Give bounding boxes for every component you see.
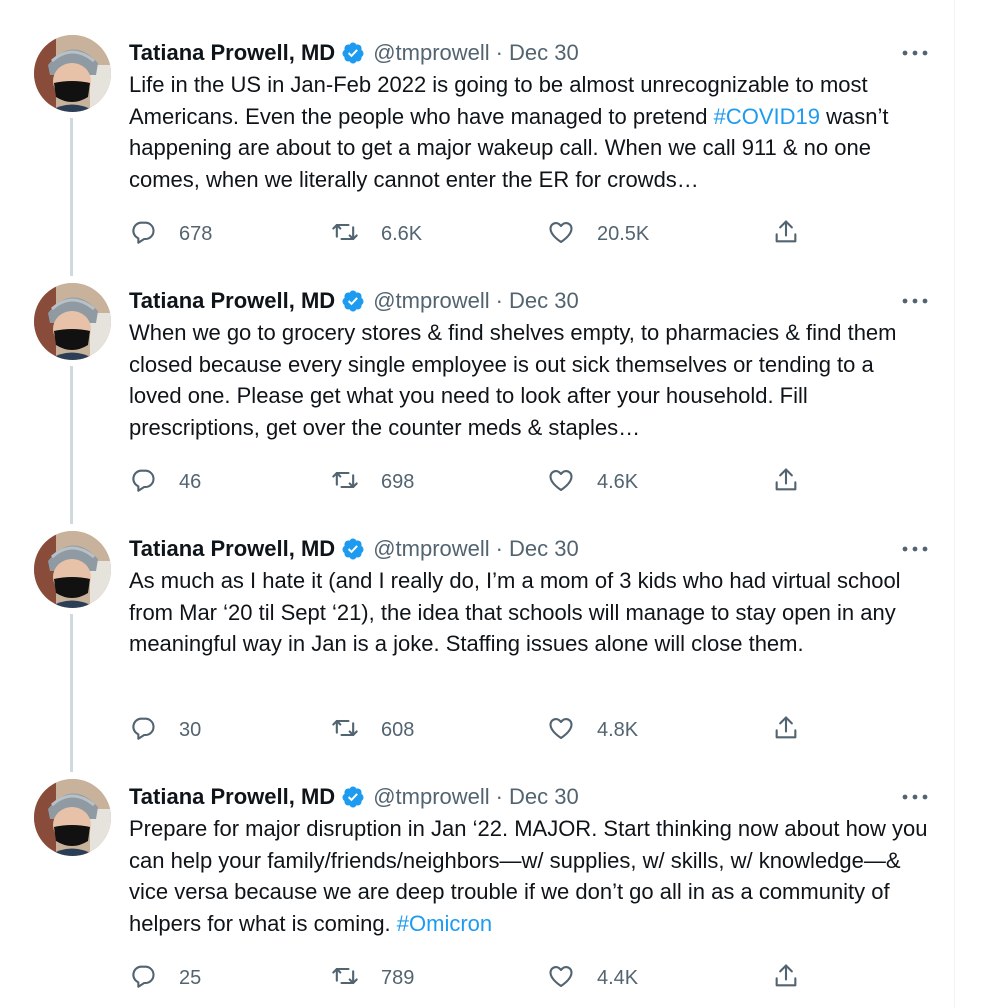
tweet-text-segment: Life in the US in Jan-Feb 2022 is going to be almost unrecognizable to most Americans. Even the people who have managed to pretend <box>129 72 868 129</box>
timeline-right-border <box>954 0 955 1008</box>
author-name[interactable]: Tatiana Prowell, MD <box>129 288 336 313</box>
verified-badge-icon <box>341 41 365 65</box>
tweet[interactable] <box>0 744 954 992</box>
separator-dot: · <box>495 784 503 809</box>
tweet[interactable] <box>0 0 954 248</box>
reply-bubble-icon <box>129 714 157 747</box>
reply-count: 678 <box>179 222 213 245</box>
tweet-text <box>129 317 929 443</box>
tweet-text-segment: Prepare for major disruption in Jan ‘22. MAJOR. Start thinking now about how you can help your family/friends/neighbors—w/ supplies, w/ skills, w/ knowledge—& vice versa because we are deep trouble if we don’t go all in as a community of helpers for what is coming. <box>129 816 928 936</box>
tweet[interactable] <box>0 496 954 744</box>
tweet-text-segment: As much as I hate it (and I really do, I’m a mom of 3 kids who had virtual school from Mar ‘20 til Sept ‘21), the idea that schools will manage to stay open in any meaningful way in Jan is a joke. Staffing issues alone will close them. <box>129 568 901 656</box>
tweet-text-segment: When we go to grocery stores & find shelves empty, to pharmacies & find them closed because every single employee is out sick themselves or tending to a loved one. Please get what you need to look after your household. Fill prescriptions, get over the counter meds & staples… <box>129 320 897 440</box>
tweet-text-segment: wasn’t happening are about to get a major wakeup call. When we call 911 & no one comes, when we literally cannot enter the ER for crowds… <box>129 103 889 192</box>
author-handle[interactable]: @tmprowell <box>373 784 490 809</box>
like-count: 4.6K <box>597 470 639 493</box>
reply-count: 46 <box>179 470 202 493</box>
tweet-header <box>129 285 579 317</box>
like-count: 4.4K <box>597 966 639 989</box>
retweet-button[interactable] <box>331 958 414 998</box>
reply-bubble-icon <box>129 466 157 499</box>
reply-bubble-icon <box>129 218 157 251</box>
reply-button[interactable] <box>129 958 201 998</box>
reply-count: 25 <box>179 966 202 989</box>
tweet-header <box>129 533 579 565</box>
like-count: 4.8K <box>597 718 639 741</box>
reply-count: 30 <box>179 718 202 741</box>
hashtag-link[interactable]: #COVID19 <box>713 103 820 129</box>
hashtag-link[interactable]: #Omicron <box>396 910 493 936</box>
like-button[interactable] <box>547 958 638 998</box>
tweet-date[interactable]: Dec 30 <box>508 40 579 65</box>
tweet-date[interactable]: Dec 30 <box>508 536 579 561</box>
share-upload-icon <box>772 962 800 995</box>
more-dots-icon[interactable] <box>900 289 930 313</box>
avatar[interactable] <box>34 35 111 112</box>
reply-bubble-icon <box>129 962 157 995</box>
author-name[interactable]: Tatiana Prowell, MD <box>129 536 336 561</box>
heart-icon <box>547 714 575 747</box>
tweet-text <box>129 565 929 660</box>
separator-dot: · <box>495 288 503 313</box>
tweet-text <box>129 69 929 195</box>
heart-icon <box>547 218 575 251</box>
author-handle[interactable]: @tmprowell <box>373 536 490 561</box>
avatar[interactable] <box>34 779 111 856</box>
retweet-arrows-icon <box>331 218 359 251</box>
more-dots-icon[interactable] <box>900 785 930 809</box>
retweet-count: 698 <box>381 470 415 493</box>
tweet-date[interactable]: Dec 30 <box>508 784 579 809</box>
heart-icon <box>547 466 575 499</box>
tweet[interactable] <box>0 248 954 496</box>
retweet-count: 789 <box>381 966 415 989</box>
author-name[interactable]: Tatiana Prowell, MD <box>129 784 336 809</box>
verified-badge-icon <box>341 537 365 561</box>
more-dots-icon[interactable] <box>900 537 930 561</box>
tweet-date[interactable]: Dec 30 <box>508 288 579 313</box>
retweet-arrows-icon <box>331 962 359 995</box>
share-upload-icon <box>772 466 800 499</box>
tweet-header <box>129 781 579 813</box>
tweet-text <box>129 813 929 939</box>
like-count: 20.5K <box>597 222 650 245</box>
retweet-count: 608 <box>381 718 415 741</box>
verified-badge-icon <box>341 289 365 313</box>
heart-icon <box>547 962 575 995</box>
share-upload-icon <box>772 714 800 747</box>
share-button[interactable] <box>772 958 800 998</box>
retweet-arrows-icon <box>331 466 359 499</box>
author-handle[interactable]: @tmprowell <box>373 40 490 65</box>
retweet-arrows-icon <box>331 714 359 747</box>
author-handle[interactable]: @tmprowell <box>373 288 490 313</box>
avatar[interactable] <box>34 531 111 608</box>
retweet-count: 6.6K <box>381 222 423 245</box>
share-upload-icon <box>772 218 800 251</box>
more-dots-icon[interactable] <box>900 41 930 65</box>
tweet-header <box>129 37 579 69</box>
verified-badge-icon <box>341 785 365 809</box>
separator-dot: · <box>495 40 503 65</box>
separator-dot: · <box>495 536 503 561</box>
action-bar <box>129 958 929 998</box>
author-name[interactable]: Tatiana Prowell, MD <box>129 40 336 65</box>
avatar[interactable] <box>34 283 111 360</box>
